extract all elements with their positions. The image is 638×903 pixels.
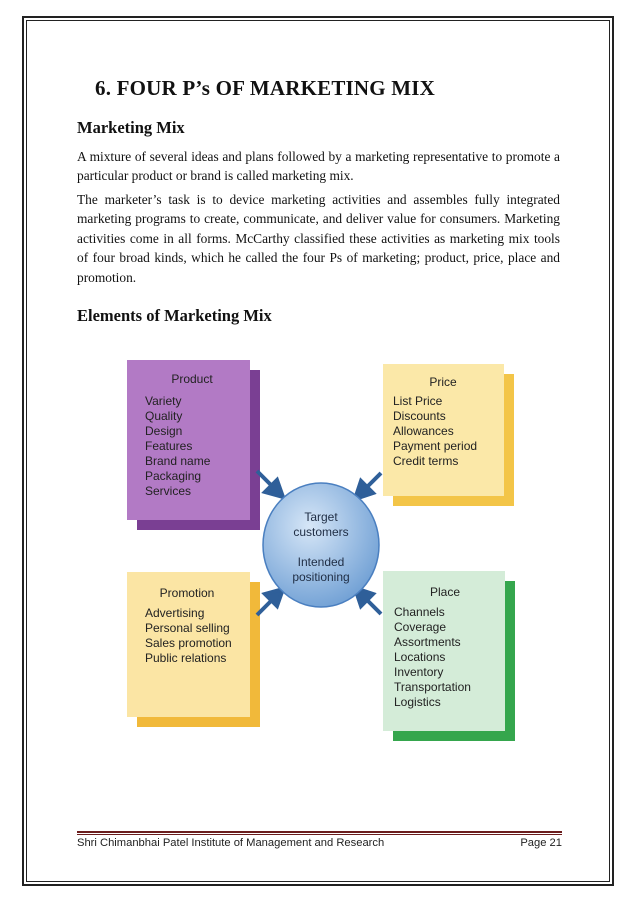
promotion-item: Sales promotion <box>145 636 232 650</box>
product-item: Packaging <box>145 469 202 483</box>
center-line-positioning: positioning <box>292 570 350 584</box>
product-item: Brand name <box>145 454 211 468</box>
arrow-product-to-center <box>257 471 283 497</box>
section-heading-marketing-mix: Marketing Mix <box>77 118 185 137</box>
place-item: Transportation <box>394 680 471 694</box>
paragraph-definition: A mixture of several ideas and plans followed by a marketing representative to promote a particular product or brand is called marketing mix. <box>77 149 560 184</box>
place-item: Inventory <box>394 665 444 679</box>
price-title: Price <box>429 375 457 389</box>
center-line-target: Target <box>304 510 338 524</box>
center-line-customers: customers <box>293 525 349 539</box>
promotion-item: Personal selling <box>145 621 230 635</box>
price-box <box>383 364 514 506</box>
promotion-box <box>127 572 260 727</box>
marketing-mix-diagram <box>125 350 525 750</box>
place-item: Locations <box>394 650 446 664</box>
product-item: Services <box>145 484 192 498</box>
arrow-price-to-center <box>355 473 381 499</box>
place-item: Assortments <box>394 635 461 649</box>
section-heading-elements: Elements of Marketing Mix <box>77 306 272 325</box>
place-item: Coverage <box>394 620 447 634</box>
price-item: Allowances <box>393 424 454 438</box>
footer-rule-thin <box>77 834 562 835</box>
product-item: Variety <box>145 394 182 408</box>
center-line-intended: Intended <box>297 555 345 569</box>
price-item: List Price <box>393 394 443 408</box>
product-item: Quality <box>145 409 183 423</box>
target-customers-circle <box>263 483 379 607</box>
product-title: Product <box>171 372 213 386</box>
place-item: Channels <box>394 605 445 619</box>
promotion-item: Advertising <box>145 606 205 620</box>
footer-page-number: Page 21 <box>520 837 562 849</box>
page-footer <box>77 837 562 855</box>
product-item: Design <box>145 424 183 438</box>
place-item: Logistics <box>394 695 441 709</box>
title-number: 6. <box>95 76 112 100</box>
footer-institute: Shri Chimanbhai Patel Institute of Management and Research <box>77 837 385 849</box>
footer-rule <box>77 831 562 833</box>
place-title: Place <box>429 585 461 599</box>
product-box <box>127 360 260 530</box>
promotion-title: Promotion <box>159 586 215 600</box>
title-text: FOUR P’s OF MARKETING MIX <box>116 76 436 100</box>
promotion-item: Public relations <box>145 651 227 665</box>
price-item: Credit terms <box>393 454 459 468</box>
place-box <box>383 571 515 741</box>
page-title <box>95 76 435 101</box>
paragraph-marketer-task: The marketer’s task is to device marketing activities and assembles fully integrated marketing programs to create, communicate, and deliver value for consumers. Marketing activities come in all forms. McCarthy classified these activities as marketing mix tools of four broad kinds, which he called the four Ps of marketing; product, price, place and promotion. <box>77 192 560 285</box>
price-item: Discounts <box>393 409 446 423</box>
arrow-promotion-to-center <box>257 589 283 615</box>
product-item: Features <box>145 439 193 453</box>
price-item: Payment period <box>393 439 478 453</box>
